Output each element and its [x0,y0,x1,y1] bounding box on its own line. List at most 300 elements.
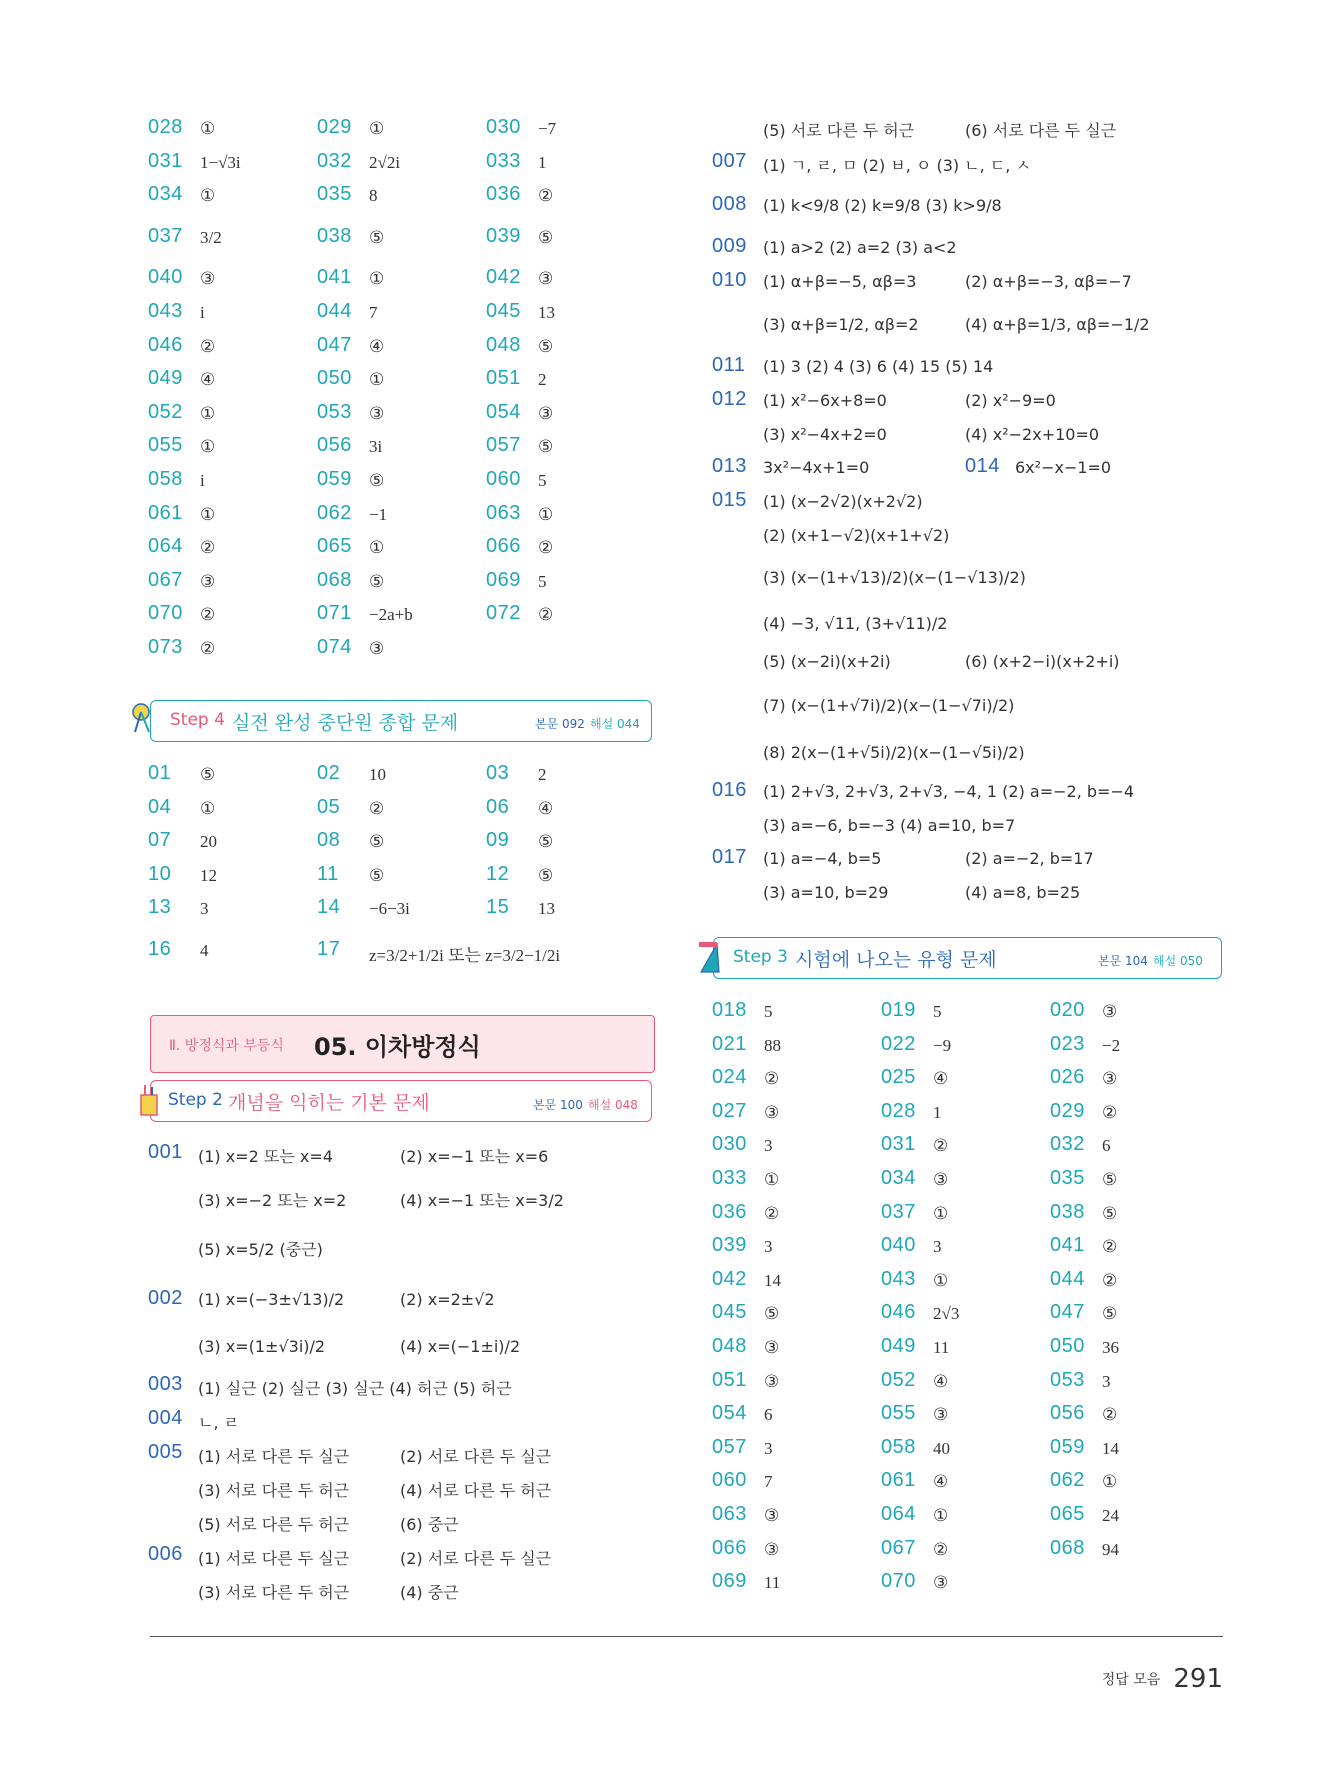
step4-answer: ① [200,798,216,818]
top-answer: −7 [538,119,557,138]
step3-num: 031 [881,1133,916,1156]
step3-answer: 3 [764,1136,773,1156]
step3-answer: ③ [1102,1069,1118,1089]
top-answer: ② [538,186,554,206]
step3-num: 059 [1050,1435,1085,1458]
s2-answer: (1) a=−4, b=5 [763,849,882,868]
step3-num: 047 [1050,1301,1085,1324]
top-num: 068 [317,568,352,591]
step3-label: Step 3 [733,947,788,967]
top-num: 039 [486,224,521,247]
step3-num: 064 [881,1503,916,1525]
s2-answer: (3) x=(1±√3i)/2 [198,1337,326,1356]
page-footer [1102,1664,1223,1694]
step3-answer: ⑤ [1102,1203,1118,1223]
top-answer: ① [369,370,385,390]
step3-answer: 6 [1102,1136,1111,1156]
s2-num-008: 008 [712,193,747,215]
top-answer: 5 [538,571,547,591]
top-num: 043 [148,300,183,322]
step3-num: 050 [1050,1335,1085,1357]
top-answer: 2√2i [369,152,401,172]
chapter-header [150,1015,655,1073]
top-num: 058 [148,468,183,490]
step3-num: 048 [712,1335,747,1357]
compass-icon [131,702,157,734]
s2-answer: (3) a=10, b=29 [763,883,889,902]
top-num: 049 [148,367,183,390]
step3-answer: ② [1102,1237,1118,1257]
s2-answer: (4) 서로 다른 두 허근 [400,1481,552,1500]
step3-num: 057 [712,1435,747,1458]
step4-num: 09 [486,829,510,852]
s2-answer: (1) 서로 다른 두 실근 [198,1447,350,1466]
step3-num: 062 [1050,1469,1085,1492]
step3-answer: 24 [1102,1506,1119,1525]
s2-num-014: 014 [965,455,1000,477]
step4-title: 실전 완성 중단원 종합 문제 [232,712,459,734]
top-num: 048 [486,333,521,356]
s2-answer: (1) 3 (2) 4 (3) 6 (4) 15 (5) 14 [763,357,994,376]
top-answer: ⑤ [369,571,385,591]
s2-answer: (3) α+β=1/2, αβ=2 [763,315,919,334]
step3-answer: 6 [764,1405,773,1425]
top-num: 029 [317,116,352,138]
s2-answer: (5) (x−2i)(x+2i) [763,652,891,671]
step3-answer: ④ [933,1472,949,1492]
s2-answer: (2) (x+1−√2)(x+1+√2) [763,526,950,545]
step3-num: 055 [881,1402,916,1425]
step4-num: 16 [148,938,172,960]
step3-answer: ② [764,1203,780,1223]
step3-num: 058 [881,1435,916,1458]
step4-num: 17 [317,938,341,960]
step4-num: 10 [148,862,172,885]
top-answer: ④ [369,336,385,356]
step3-num: 063 [712,1503,747,1525]
step3-num: 030 [712,1133,747,1156]
top-answer: −1 [369,504,388,524]
top-num: 064 [148,535,183,558]
s2-answer: (5) 서로 다른 두 허근 [198,1515,350,1534]
step2-title: 개념을 익히는 기본 문제 [228,1092,430,1114]
step4-answer: −6−3i [369,899,410,919]
s2-answer: (1) k<9/8 (2) k=9/8 (3) k>9/8 [763,196,1002,215]
top-num: 060 [486,468,521,490]
s2-answer: (1) x=(−3±√13)/2 [198,1290,345,1309]
step3-num: 042 [712,1267,747,1290]
step3-answer: ⑤ [1102,1304,1118,1324]
s2-num-005: 005 [148,1441,183,1463]
s2-answer: (1) x=2 또는 x=4 [198,1147,333,1166]
step4-answer: ② [369,798,385,818]
s2-num-017: 017 [712,846,747,868]
top-num: 073 [148,636,183,658]
step3-title: 시험에 나오는 유형 문제 [795,949,997,971]
step4-answer: ⑤ [369,832,385,852]
step4-answer: 12 [200,865,217,885]
s2-num-011: 011 [712,354,746,376]
page-number: 291 [1173,1664,1223,1694]
s2-answer: (1) 실근 (2) 실근 (3) 실근 (4) 허근 (5) 허근 [198,1379,512,1398]
top-num: 059 [317,468,352,490]
top-answer: 13 [538,303,555,322]
step3-answer: ④ [933,1069,949,1089]
step4-num: 01 [148,762,172,784]
s2-answer: (8) 2(x−(1+√5i)/2)(x−(1−√5i)/2) [763,743,1025,762]
top-answer: ⑤ [538,336,554,356]
top-num: 052 [148,400,183,423]
step3-answer: ③ [764,1338,780,1357]
step4-num: 07 [148,829,172,852]
top-num: 051 [486,367,521,390]
step3-num: 037 [881,1200,916,1223]
step3-num: 020 [1050,999,1085,1021]
step3-num: 029 [1050,1099,1085,1122]
step3-num: 044 [1050,1267,1085,1290]
step4-num: 02 [317,762,341,784]
step4-num: 11 [317,862,339,885]
s2-answer: (1) 2+√3, 2+√3, 2+√3, −4, 1 (2) a=−2, b=−4 [763,782,1135,801]
top-answer: ③ [369,639,385,658]
step3-answer: 88 [764,1035,781,1055]
s2-answer: (2) 서로 다른 두 실근 [400,1549,552,1568]
top-num: 041 [317,266,352,289]
s2-num-016: 016 [712,779,747,801]
top-answer: ① [200,119,216,138]
step3-answer: 40 [933,1438,950,1458]
top-answer: ⑤ [538,227,554,247]
top-answer: i [200,303,205,322]
s2-num-003: 003 [148,1373,183,1395]
step3-answer: ② [764,1069,780,1089]
step3-answer: 3 [764,1237,773,1257]
s2-answer: (4) x=−1 또는 x=3/2 [400,1191,564,1210]
step4-num: 14 [317,896,341,919]
top-answer: 3i [369,437,383,457]
top-num: 045 [486,300,521,322]
step3-num: 034 [881,1167,916,1189]
step4-num: 12 [486,862,510,885]
top-answer: ④ [200,370,216,390]
step4-answer: ⑤ [200,765,216,784]
s2-answer: (7) (x−(1+√7i)/2)(x−(1−√7i)/2) [763,696,1015,715]
step3-answer: ④ [933,1371,949,1391]
s2-num-001: 001 [148,1141,183,1163]
step3-answer: 7 [764,1472,773,1492]
step4-answer: 2 [538,765,547,784]
step3-num: 028 [881,1099,916,1122]
step4-answer: ⑤ [538,832,554,852]
s2-num-012: 012 [712,388,747,410]
step3-num: 045 [712,1301,747,1324]
step3-num: 051 [712,1368,747,1391]
step3-answer: ⑤ [764,1304,780,1324]
step3-num: 061 [881,1469,916,1492]
step3-num: 036 [712,1200,747,1223]
step4-num: 08 [317,829,341,852]
s2-answer: (5) x=5/2 (중근) [198,1240,323,1259]
step3-num: 040 [881,1234,916,1257]
step3-num: 026 [1050,1066,1085,1089]
step3-answer: ② [1102,1102,1118,1122]
top-answer: ② [200,336,216,356]
top-answer: ① [200,504,216,524]
step3-answer: ③ [764,1102,780,1122]
step3-answer: ② [1102,1405,1118,1425]
footer-rule [150,1636,1223,1637]
top-answer: ① [538,504,554,524]
step3-answer: 3 [933,1237,942,1257]
s2-answer: 3x²−4x+1=0 [763,458,870,477]
step3-answer: ③ [933,1573,949,1593]
top-num: 044 [317,300,352,322]
step3-answer: ③ [1102,1002,1118,1021]
top-num: 066 [486,535,521,558]
step3-answer: 14 [764,1270,781,1290]
top-answer: ① [200,437,216,457]
step3-num: 070 [881,1570,916,1593]
step3-num: 022 [881,1032,916,1055]
s2-num-007: 007 [712,150,747,172]
step3-answer: 5 [933,1002,942,1021]
step2-ref-sol: 해설 048 [588,1098,638,1112]
top-answer: ③ [200,571,216,591]
step4-num: 13 [148,896,172,919]
s2-answer: (3) 서로 다른 두 허근 [198,1481,350,1500]
top-answer: ⑤ [369,227,385,247]
top-answer: ② [200,639,216,658]
top-answer: ③ [369,403,385,423]
top-num: 046 [148,333,183,356]
s2-answer: (6) (x+2−i)(x+2+i) [965,652,1120,671]
top-answer: ① [369,269,385,289]
step4-ref-sol: 해설 044 [590,717,640,731]
step3-num: 069 [712,1570,747,1593]
top-num: 056 [317,434,352,457]
s2-num-013: 013 [712,455,747,477]
s2-answer: (1) 서로 다른 두 실근 [198,1549,350,1568]
top-answer: 8 [369,186,378,206]
top-answer: ⑤ [369,471,385,490]
step3-answer: −9 [933,1035,952,1055]
step4-num: 05 [317,795,341,818]
step3-num: 053 [1050,1368,1085,1391]
s2-answer: (4) x²−2x+10=0 [965,425,1100,444]
top-answer: ② [538,605,554,625]
top-num: 054 [486,400,521,423]
step3-answer: 3 [764,1438,773,1458]
top-answer: ⑤ [538,437,554,457]
top-num: 050 [317,367,352,390]
step3-answer: ① [1102,1472,1118,1492]
s2-answer: (4) a=8, b=25 [965,883,1081,902]
step4-answer: 4 [200,941,209,960]
step3-answer: 1 [933,1102,942,1122]
step3-num: 043 [881,1267,916,1290]
s2-num-010: 010 [712,269,747,291]
step3-answer: ③ [764,1371,780,1391]
top-num: 067 [148,568,183,591]
top-num: 038 [317,224,352,247]
step3-num: 023 [1050,1032,1085,1055]
top-num: 030 [486,116,521,138]
step3-num: 019 [881,999,916,1021]
top-answer: ① [369,119,385,138]
step3-num: 024 [712,1066,747,1089]
step3-num: 027 [712,1099,747,1122]
step3-num: 049 [881,1335,916,1357]
step3-num: 035 [1050,1167,1085,1189]
top-num: 057 [486,434,521,457]
step3-answer: 2√3 [933,1304,960,1324]
top-num: 031 [148,149,183,172]
s2-answer: (2) x=−1 또는 x=6 [400,1147,549,1166]
top-answer: 1−√3i [200,152,241,172]
top-num: 063 [486,501,521,524]
top-answer: i [200,471,205,490]
top-num: 074 [317,636,352,658]
step4-answer: z=3/2+1/2i 또는 z=3/2−1/2i [369,946,561,965]
step3-num: 018 [712,999,747,1021]
s2-answer: (2) α+β=−3, αβ=−7 [965,272,1132,291]
step4-ref-page: 본문 092 [535,717,585,731]
top-num: 071 [317,602,352,625]
top-answer: 2 [538,370,547,390]
s2-answer: (2) x²−9=0 [965,391,1056,410]
step3-answer: ⑤ [1102,1170,1118,1189]
step3-num: 038 [1050,1200,1085,1223]
step3-ref-page: 본문 104 [1098,954,1148,968]
step3-answer: ② [1102,1270,1118,1290]
s2-num-002: 002 [148,1287,183,1309]
top-answer: ① [200,186,216,206]
s2-answer: (4) 중근 [400,1583,459,1602]
top-num: 037 [148,224,183,247]
s2-answer: (6) 서로 다른 두 실근 [965,121,1117,140]
step4-answer: 10 [369,765,386,784]
step3-answer: 3 [1102,1371,1111,1391]
step4-answer: 20 [200,832,217,852]
top-answer: 5 [538,471,547,490]
step3-answer: ③ [933,1405,949,1425]
top-num: 035 [317,183,352,206]
top-answer: ③ [538,269,554,289]
s2-answer: (4) α+β=1/3, αβ=−1/2 [965,315,1150,334]
top-num: 040 [148,266,183,289]
step3-answer: 14 [1102,1438,1119,1458]
s2-answer: (1) (x−2√2)(x+2√2) [763,492,923,511]
top-answer: −2a+b [369,605,413,625]
step4-num: 06 [486,795,510,818]
step3-num: 068 [1050,1536,1085,1559]
step3-num: 046 [881,1301,916,1324]
step3-answer: ① [933,1203,949,1223]
top-answer: ① [369,538,385,558]
s2-answer: (2) a=−2, b=17 [965,849,1094,868]
top-answer: ② [200,538,216,558]
s2-answer: (1) α+β=−5, αβ=3 [763,272,917,291]
top-num: 028 [148,116,183,138]
step3-num: 033 [712,1167,747,1189]
s2-answer: (1) a>2 (2) a=2 (3) a<2 [763,238,957,257]
top-num: 062 [317,501,352,524]
top-num: 036 [486,183,521,206]
step3-num: 039 [712,1234,747,1257]
step4-answer: ⑤ [369,865,385,885]
s2-answer: (3) x²−4x+2=0 [763,425,887,444]
step3-answer: 94 [1102,1539,1119,1559]
chapter-title: 05. 이차방정식 [314,1033,481,1061]
top-num: 034 [148,183,183,206]
step3-num: 065 [1050,1503,1085,1525]
s2-answer: (3) (x−(1+√13)/2)(x−(1−√13)/2) [763,568,1026,587]
step3-answer: ① [933,1270,949,1290]
step4-answer: 3 [200,899,209,919]
top-answer: ② [200,605,216,625]
step2-ref-page: 본문 100 [533,1098,583,1112]
top-answer: ③ [538,403,554,423]
s2-num-009: 009 [712,235,747,257]
top-num: 033 [486,149,521,172]
step4-num: 04 [148,795,172,818]
step3-num: 021 [712,1032,747,1055]
s2-answer: (3) 서로 다른 두 허근 [198,1583,350,1602]
s2-answer: (2) x=2±√2 [400,1290,495,1309]
top-answer: ① [200,403,216,423]
step4-answer: ⑤ [538,865,554,885]
s2-answer: 6x²−x−1=0 [1015,458,1112,477]
top-answer: ② [538,538,554,558]
step3-num: 056 [1050,1402,1085,1425]
top-answer: 3/2 [200,227,222,247]
step3-num: 066 [712,1536,747,1559]
top-num: 072 [486,602,521,625]
step3-answer: ① [933,1506,949,1525]
chapter-section: Ⅱ. 방정식과 부등식 [169,1038,284,1054]
top-answer: ③ [200,269,216,289]
step4-answer: ④ [538,798,554,818]
step2-label: Step 2 [168,1090,223,1110]
s2-answer: (1) ㄱ, ㄹ, ㅁ (2) ㅂ, ㅇ (3) ㄴ, ㄷ, ㅅ [763,156,1031,175]
step3-answer: 11 [933,1338,950,1357]
step3-num: 032 [1050,1133,1085,1156]
s2-answer: (3) x=−2 또는 x=2 [198,1191,347,1210]
s2-answer: (1) x²−6x+8=0 [763,391,887,410]
step3-answer: ③ [764,1506,780,1525]
ruler-icon [697,940,721,974]
s2-answer: (4) −3, √11, (3+√11)/2 [763,614,948,633]
top-num: 070 [148,602,183,625]
s2-answer: ㄴ, ㄹ [198,1413,240,1432]
step3-num: 025 [881,1066,916,1089]
top-num: 069 [486,568,521,591]
top-num: 053 [317,400,352,423]
top-num: 032 [317,149,352,172]
step3-num: 041 [1050,1234,1085,1257]
top-num: 042 [486,266,521,289]
step3-num: 052 [881,1368,916,1391]
top-answer: 7 [369,303,378,322]
step3-answer: ③ [764,1539,780,1559]
step3-answer: ③ [933,1170,949,1189]
step4-num: 03 [486,762,510,784]
step3-answer: ② [933,1539,949,1559]
top-num: 047 [317,333,352,356]
step3-num: 060 [712,1469,747,1492]
s2-answer: (2) 서로 다른 두 실근 [400,1447,552,1466]
step3-answer: 36 [1102,1338,1119,1357]
